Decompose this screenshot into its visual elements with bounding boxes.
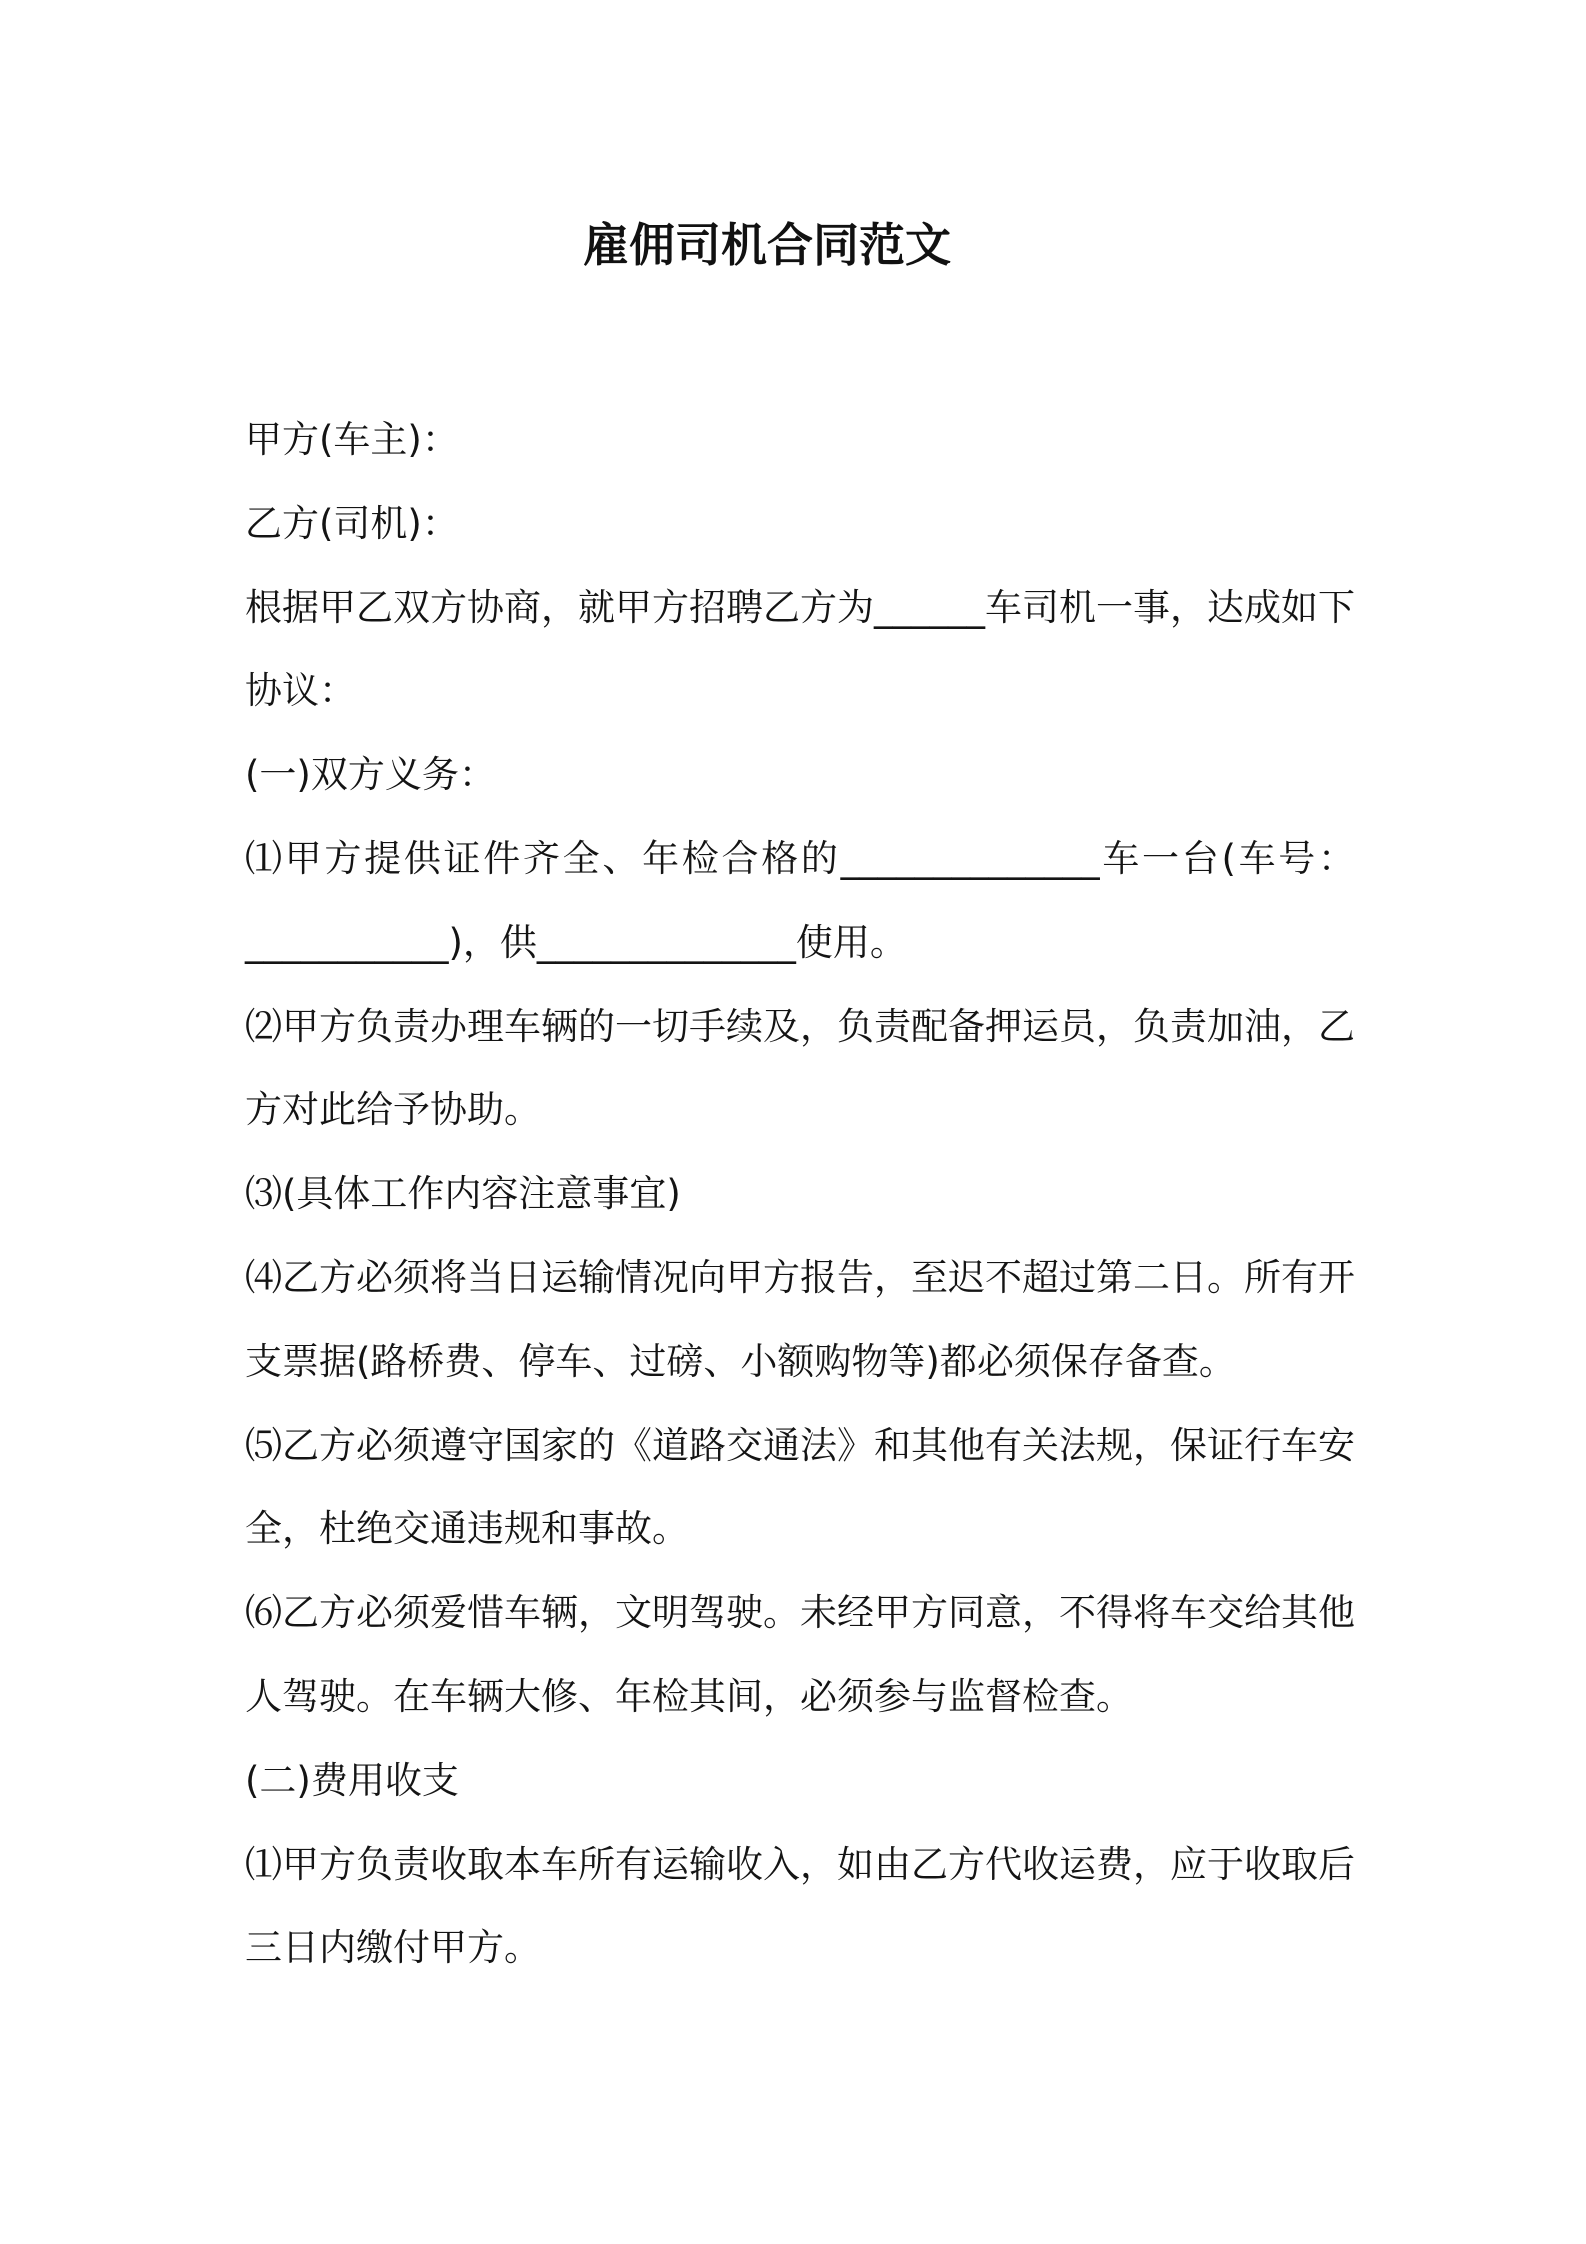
text-line: ⑴甲方提供证件齐全、年检合格的______________车一台(车号： xyxy=(245,836,1355,880)
text-line: 全，杜绝交通违规和事故。 xyxy=(245,1507,689,1551)
text-line: 根据甲乙双方协商，就甲方招聘乙方为______车司机一事，达成如下 xyxy=(245,585,1355,629)
text-line: 人驾驶。在车辆大修、年检其间，必须参与监督检查。 xyxy=(245,1674,1133,1718)
text-line: 方对此给予协助。 xyxy=(245,1088,541,1132)
text-line: ⑸乙方必须遵守国家的《道路交通法》和其他有关法规，保证行车安 xyxy=(245,1423,1355,1467)
document-title: 雇佣司机合同范文 xyxy=(583,218,951,272)
section-heading-expenses xyxy=(245,1739,1355,1823)
obligation-clause-3 xyxy=(245,1152,1355,1236)
party-b-paragraph xyxy=(245,482,1355,566)
obligation-clause-4 xyxy=(245,1236,1355,1404)
section-heading-obligations xyxy=(245,733,1355,817)
expense-clause-1 xyxy=(245,1823,1355,1991)
text-line: ⑹乙方必须爱惜车辆，文明驾驶。未经甲方同意，不得将车交给其他 xyxy=(245,1591,1355,1635)
text-line: ⑵甲方负责办理车辆的一切手续及，负责配备押运员，负责加油，乙 xyxy=(245,1004,1355,1048)
text-line: 乙方(司机)： xyxy=(245,501,459,545)
text-line: 协议： xyxy=(245,669,356,713)
text-line: (一)双方义务： xyxy=(245,753,496,797)
text-line: 三日内缴付甲方。 xyxy=(245,1926,541,1970)
obligation-clause-5 xyxy=(245,1404,1355,1572)
obligation-clause-2 xyxy=(245,985,1355,1153)
text-line: 甲方(车主)： xyxy=(245,418,459,461)
party-a-paragraph xyxy=(245,398,1355,482)
text-line: ⑷乙方必须将当日运输情况向甲方报告，至迟不超过第二日。所有开 xyxy=(245,1255,1355,1299)
obligation-clause-6 xyxy=(245,1571,1355,1739)
text-line: (二)费用收支 xyxy=(245,1758,459,1802)
text-line: ⑶(具体工作内容注意事宜) xyxy=(245,1172,681,1216)
preamble-paragraph xyxy=(245,566,1355,734)
text-line: ⑴甲方负责收取本车所有运输收入，如由乙方代收运费，应于收取后 xyxy=(245,1842,1355,1886)
text-line: ___________)，供______________使用。 xyxy=(245,920,907,964)
text-line: 支票据(路桥费、停车、过磅、小额购物等)都必须保存备查。 xyxy=(245,1339,1236,1383)
document-body xyxy=(245,398,1355,1990)
obligation-clause-1 xyxy=(245,817,1355,985)
